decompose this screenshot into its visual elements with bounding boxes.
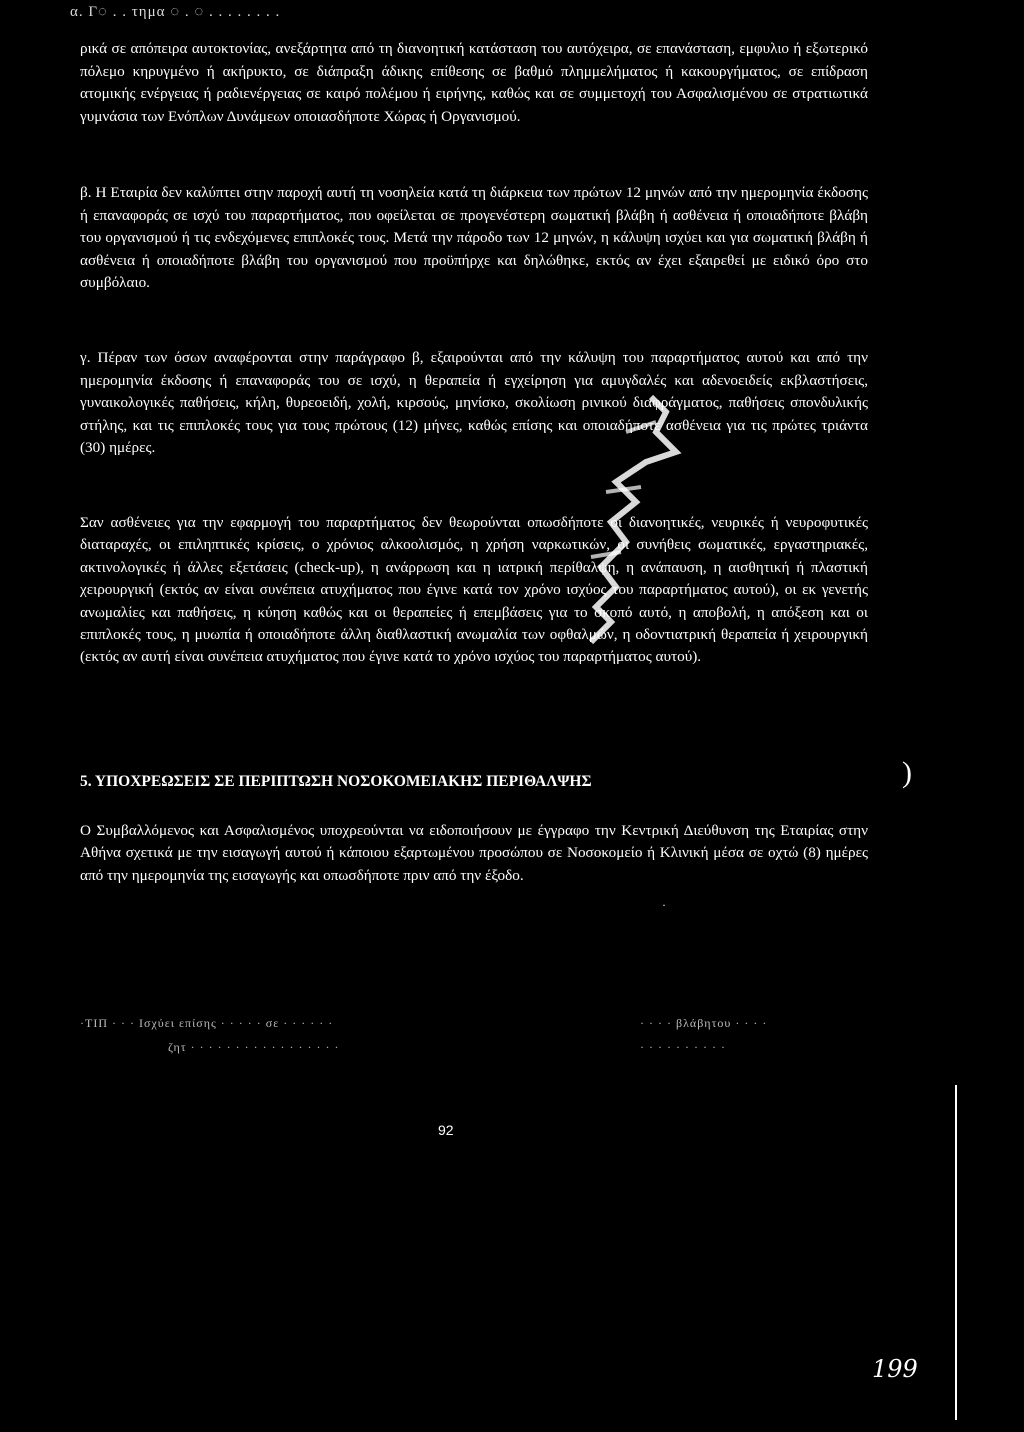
paragraph-not-considered-illness: Σαν ασθένειες για την εφαρμογή του παραρτήματος δεν θεωρούνται οπωσδήποτε οι διανοητικές, νευρικές ή νευροφυτικές διαταραχές, οι επιληπτικές κρίσεις, ο χρόνιος αλκοολισμός, η χρήση ναρκωτικών, οι συνήθεις σωματικές, εργαστηριακές, ακτινολογικές ή άλλες εξετάσεις (check-up), η ανάρρωση και η ιατρική περίθαλψη, η ανάπαυση, η αισθητική ή πλαστική χειρουργική (εκτός αν είναι συνέπεια ατυχήματος που έγινε κατά τον χρόνο ισχύος του παραρτήματος αυτού), οι εκ γενετής ανωμαλίες και παθήσεις, η κύηση καθώς και οι θεραπείες ή επεμβάσεις για το σκοπό αυτό, η αποβολή, η απόξεση και οι επιπλοκές τους, η μυωπία ή οποιαδήποτε άλλη διαθλαστική ανωμαλία των οφθαλμών, η οδοντιατρική θεραπεία ή χειρουργική (εκτός αν αυτή είναι συνέπεια ατυχήματος που έγινε κατά το χρόνο ισχύος του παραρτήματος αυτού).: [80, 514, 868, 666]
faint-text-line: ·ΤΙΠ · · · Ισχύει επίσης · · · · · σε · · · · · ·: [80, 1016, 334, 1030]
handwritten-page-note: 199: [872, 1355, 918, 1383]
page-number: 92: [438, 1122, 454, 1138]
paragraph-notification-obligation: Ο Συμβαλλόμενος και Ασφαλισμένος υποχρεούνται να ειδοποιήσουν με έγγραφο την Κεντρική Διεύθυνση της Εταιρίας στην Αθήνα σχετικά με την εισαγωγή αυτού ή κάποιου εξαρτωμένου προσώπου σε Νοσοκομείο ή Κλινική μέσα σε οχτώ (8) ημέρες από την ημερομηνία της εισαγωγής και οπωσδήποτε πριν από την έξοδο.: [80, 822, 868, 884]
stray-mark: ·: [662, 898, 666, 912]
margin-vertical-line: [955, 1085, 957, 1420]
stamp-scribble-mark: [556, 392, 706, 662]
faint-text-line: · · · · βλάβητου · · · ·: [640, 1016, 768, 1030]
section-heading: 5. ΥΠΟΧΡΕΩΣΕΙΣ ΣΕ ΠΕΡΙΠΤΩΣΗ ΝΟΣΟΚΟΜΕΙΑΚΗΣ ΠΕΡΙΘΑΛΨΗΣ: [80, 773, 592, 790]
paragraph-b-preexisting: β. Η Εταιρία δεν καλύπτει στην παροχή αυτή τη νοσηλεία κατά τη διάρκεια των πρώτων 12 μηνών από την ημερομηνία έκδοσης ή επαναφοράς σε ισχύ του παραρτήματος, που οφείλεται σε προγενέστερη σωματική βλάβη ή ασθένεια ή οποιαδήποτε βλάβη του οργανισμού ή τις ενδεχόμενες επιπλοκές τους. Μετά την πάροδο των 12 μηνών, η κάλυψη ισχύει και για σωματική βλάβη ή ασθένεια ή οποιαδήποτε βλάβη του οργανισμού που προϋπήρχε και δηλώθηκε, εκτός αν έχει εξαιρεθεί με ειδικό όρο στο συμβόλαιο.: [80, 184, 868, 292]
header-fragment: α. Γ◌ . . τημα ◌ . ◌ . . . . . . . .: [70, 4, 281, 20]
faint-text-line: ζητ · · · · · · · · · · · · · · · · ·: [168, 1040, 340, 1054]
paragraph-exclusions-continued: ρικά σε απόπειρα αυτοκτονίας, ανεξάρτητα από τη διανοητική κατάσταση του αυτόχειρα, σε επανάσταση, εμφυλιο ή εξωτερικό πόλεμο κηρυγμένο ή ακήρυκτο, σε διάπραξη άδικης επίθεσης σε βαθμό πλημμελήματος ή κακουργήματος, σε επίδραση ατομικής ενέργειας ή ραδιενέργειας σε καιρό πολέμου ή ειρήνης, καθώς και σε συμμετοχή του Ασφαλισμένου σε στρατιωτικά γυμνάσια των Ενόπλων Δυνάμεων οποιασδήποτε Χώρας ή Οργανισμού.: [80, 40, 868, 125]
faint-text-line: · · · · · · · · · ·: [640, 1040, 726, 1054]
margin-bracket-mark: ): [902, 756, 912, 789]
paragraph-c-exclusions: γ. Πέραν των όσων αναφέρονται στην παράγραφο β, εξαιρούνται από την κάλυψη του παραρτήματος αυτού και από την ημερομηνία έκδοσης ή επαναφοράς του σε ισχύ, η θεραπεία ή εγχείρηση για αμυγδαλές και αδενοειδείς εκβλαστήσεις, γυναικολογικές παθήσεις, κήλη, θυρεοειδή, χολή, κιρσούς, μηνίσκο, σκολίωση ρινικού διαφράγματος, παθήσεις σπονδυλικής στήλης, και τις επιπλοκές τους για τους πρώτους (12) μήνες, καθώς επίσης και οποιαδήποτε ασθένεια για τις πρώτες τριάντα (30) ημέρες.: [80, 349, 868, 457]
